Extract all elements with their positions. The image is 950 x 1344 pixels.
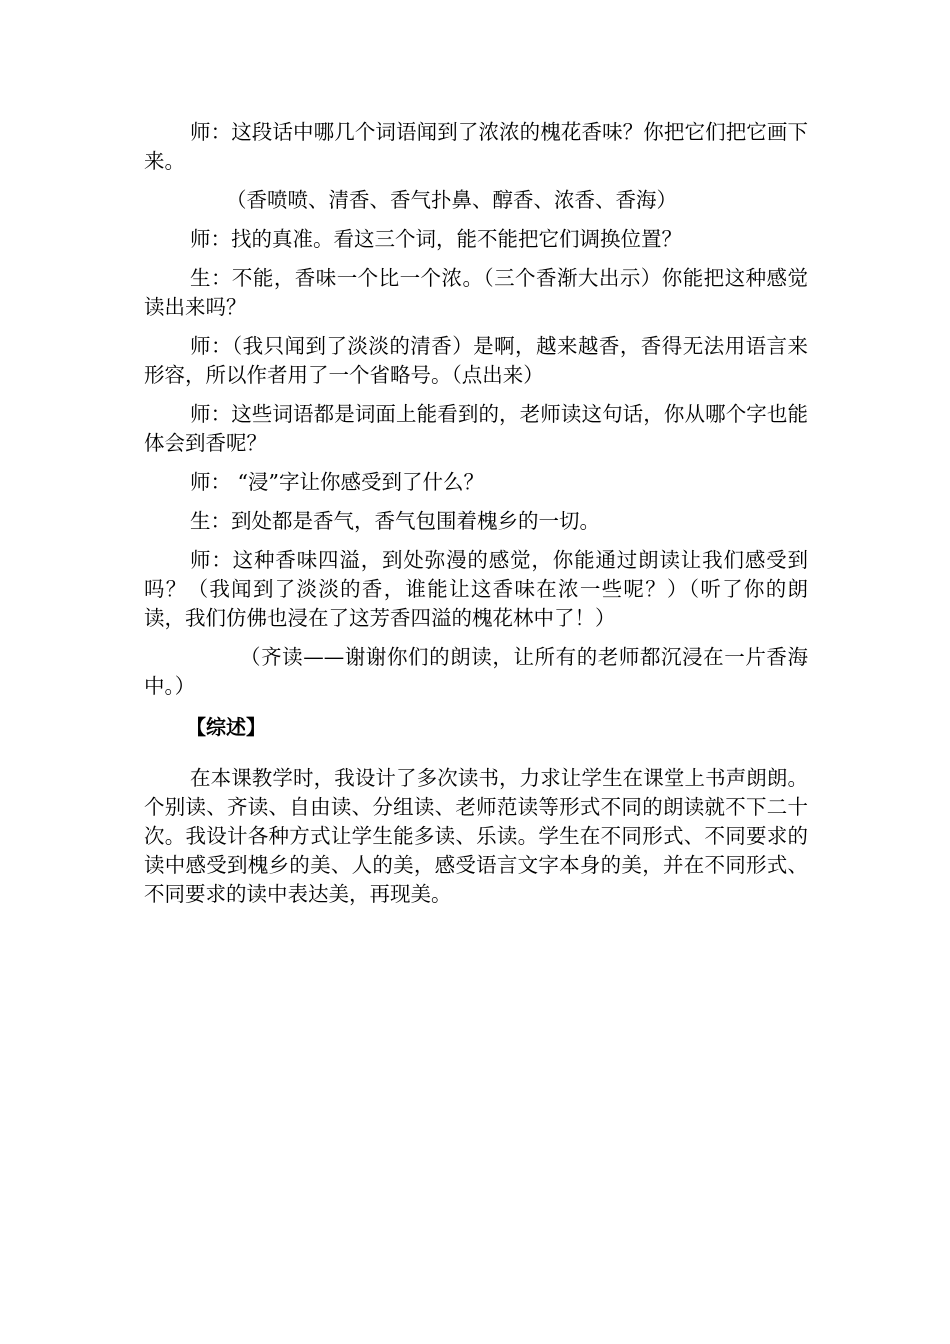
dialogue-paragraph: 师：（我只闻到了淡淡的清香）是啊，越来越香，香得无法用语言来形容，所以作者用了一个省略号。（点出来） (144, 334, 808, 387)
summary-paragraph: 在本课教学时，我设计了多次读书，力求让学生在课堂上书声朗朗。个别读、齐读、自由读、分组读、老师范读等形式不同的朗读就不下二十次。我设计各种方式让学生能多读、乐读。学生在不同形式、不同要求的读中感受到槐乡的美、人的美，感受语言文字本身的美，并在不同形式、不同要求的读中表达美，再现美。 (144, 766, 808, 906)
dialogue-paragraph: 师：这段话中哪几个词语闻到了浓浓的槐花香味？你把它们把它画下来。 (144, 120, 808, 173)
dialogue-paragraph: 生：到处都是香气，香气包围着槐乡的一切。 (190, 509, 600, 533)
dialogue-paragraph: 师：找的真准。看这三个词，能不能把它们调换位置？ (190, 227, 682, 251)
dialogue-paragraph: 师：这些词语都是词面上能看到的，老师读这句话，你从哪个字也能体会到香呢？ (144, 402, 808, 455)
choral-reading-paragraph: （齐读——谢谢你们的朗读，让所有的老师都沉浸在一片香海中。） (144, 645, 808, 698)
document-body (144, 118, 808, 909)
dialogue-paragraph: 生：不能，香味一个比一个浓。（三个香渐大出示）你能把这种感觉读出来吗？ (144, 266, 808, 319)
section-heading: 【综述】 (186, 715, 266, 739)
dialogue-paragraph: 师：这种香味四溢，到处弥漫的感觉，你能通过朗读让我们感受到吗？（我闻到了淡淡的香，谁能让这香味在浓一些呢？）（听了你的朗读，我们仿佛也浸在了这芳香四溢的槐花林中了！） (144, 548, 808, 630)
dialogue-paragraph: 师： “浸”字让你感受到了什么？ (190, 470, 484, 494)
word-list-paragraph: （香喷喷、清香、香气扑鼻、醇香、浓香、香海） (226, 188, 677, 212)
